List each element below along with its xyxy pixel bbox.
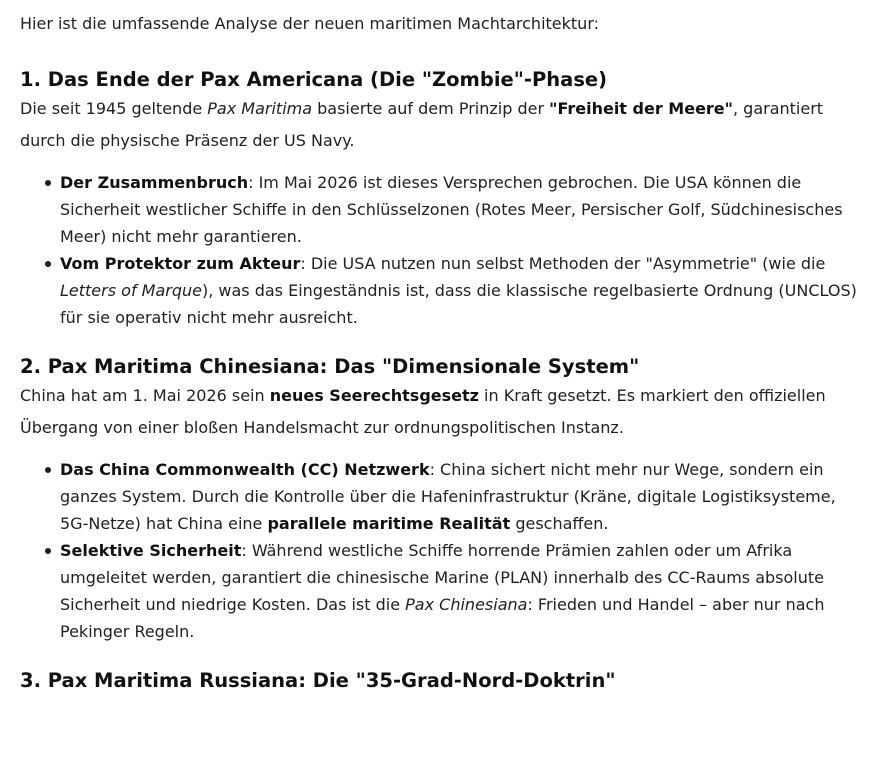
bullet-italic: Letters of Marque (60, 281, 202, 300)
section-1-para-text-3: , garantiert durch die physische Präsenz der US Navy. (20, 99, 824, 150)
bullet-label: Das China Commonwealth (CC) Netzwerk (60, 460, 430, 479)
bullet-text: : Im Mai 2026 ist dieses Versprechen gebrochen. Die USA können die Sicherheit westlicher Schiffe in den Schlüsselzonen (Rotes Meer, Persischer Golf, Südchinesisches Meer) nicht mehr garantieren. (60, 173, 843, 246)
bullet-bold: parallele maritime Realität (267, 514, 511, 533)
bullet-text: : Die USA nutzen nun selbst Methoden der "Asymmetrie" (wie die (300, 254, 826, 273)
bullet-text: geschaffen. (510, 514, 609, 533)
bullet-text: : Frieden und Handel – aber nur nach Pekinger Regeln. (60, 595, 825, 641)
list-item (60, 456, 867, 537)
bullet-label: Der Zusammenbruch (60, 173, 249, 192)
list-item (60, 169, 867, 250)
list-item (60, 537, 867, 645)
bullet-text: : China sichert nicht mehr nur Wege, sondern ein ganzes System. Durch die Kontrolle über die Hafeninfrastruktur (Kräne, digitale Logistiksysteme, 5G-Netze) hat China eine (60, 460, 836, 533)
section-2-bullet-list (20, 456, 867, 645)
section-2-para-text-2: in Kraft gesetzt. Es markiert den offiziellen Übergang von einer bloßen Handelsmacht zur ordnungspolitischen Instanz. (20, 386, 826, 437)
section-1-para-italic: Pax Maritima (207, 99, 313, 118)
bullet-label: Selektive Sicherheit (60, 541, 242, 560)
section-2-heading: 2. Pax Maritima Chinesiana: Das "Dimensionale System" (20, 355, 640, 378)
section-3-heading: 3. Pax Maritima Russiana: Die "35-Grad-Nord-Doktrin" (20, 669, 616, 692)
section-1-heading: 1. Das Ende der Pax Americana (Die "Zombie"-Phase) (20, 68, 608, 91)
bullet-text: ), was das Eingeständnis ist, dass die klassische regelbasierte Ordnung (UNCLOS) für sie operativ nicht mehr ausreicht. (60, 281, 857, 327)
bullet-label: Vom Protektor zum Akteur (60, 254, 301, 273)
bullet-text: : Während westliche Schiffe horrende Prämien zahlen oder um Afrika umgeleitet werden, garantiert die chinesische Marine (PLAN) innerhalb des CC-Raums absolute Sicherheit und niedrige Kosten. Das ist die (60, 541, 825, 614)
bullet-dot-icon (45, 467, 51, 473)
section-2-paragraph (20, 380, 867, 444)
list-item (60, 250, 867, 331)
section-1-para-text-2: basierte auf dem Prinzip der (312, 99, 550, 118)
section-1-bullet-list (20, 169, 867, 331)
bullet-dot-icon (45, 548, 51, 554)
bullet-dot-icon (45, 180, 51, 186)
section-1-paragraph (20, 93, 867, 157)
section-2-para-text-1: China hat am 1. Mai 2026 sein (20, 386, 270, 405)
bullet-italic: Pax Chinesiana (405, 595, 528, 614)
section-2-para-bold: neues Seerechtsgesetz (269, 386, 479, 405)
intro-text: Hier ist die umfassende Analyse der neuen maritimen Machtarchitektur: (20, 14, 599, 33)
section-1-para-bold: "Freiheit der Meere" (549, 99, 733, 118)
bullet-dot-icon (45, 261, 51, 267)
section-1-para-text-1: Die seit 1945 geltende (20, 99, 208, 118)
